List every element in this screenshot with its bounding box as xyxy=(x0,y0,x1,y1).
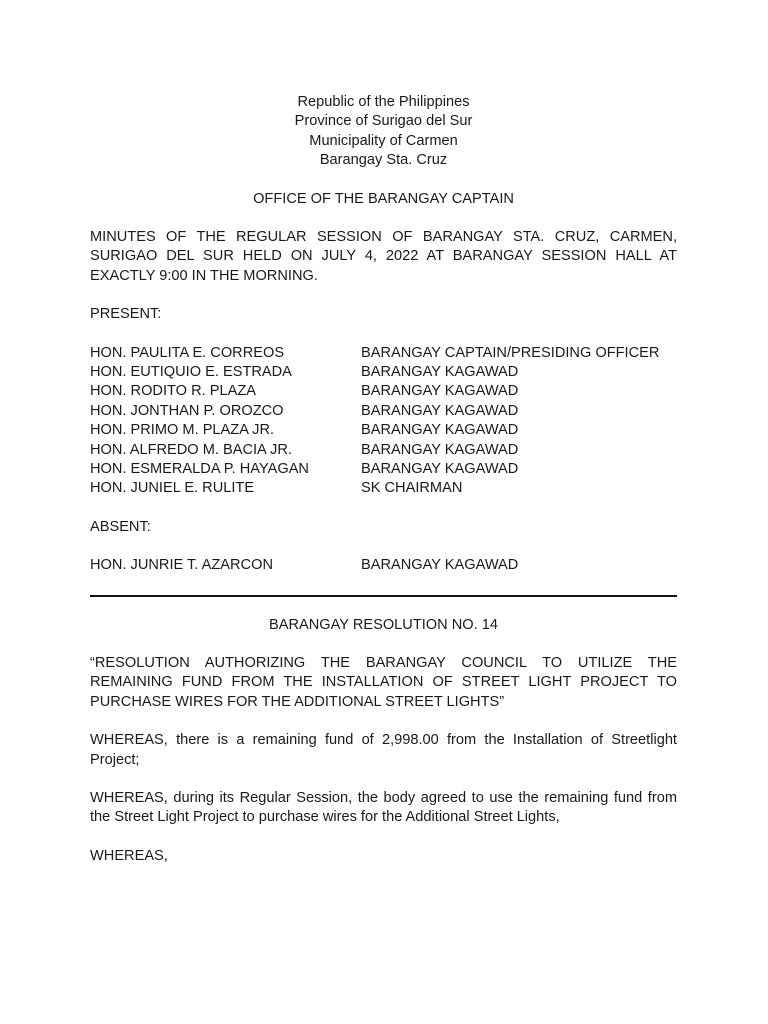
member-position: BARANGAY KAGAWAD xyxy=(361,557,519,574)
letterhead-line-barangay: Barangay Sta. Cruz xyxy=(319,152,448,169)
office-title: OFFICE OF THE BARANGAY CAPTAIN xyxy=(253,190,514,207)
roster-row xyxy=(90,556,677,575)
resolution-number: BARANGAY RESOLUTION NO. 14 xyxy=(269,616,498,633)
absent-roster xyxy=(90,556,677,575)
member-position: BARANGAY KAGAWAD xyxy=(361,441,519,458)
roster-row xyxy=(90,479,677,498)
present-label: PRESENT: xyxy=(90,306,162,323)
member-position: SK CHAIRMAN xyxy=(361,480,463,497)
member-name: HON. ALFREDO M. BACIA JR. xyxy=(90,441,292,458)
whereas-clause-1: WHEREAS, there is a remaining fund of 2,998.00 from the Installation of Streetlight Project; xyxy=(90,732,677,768)
roster-row xyxy=(90,363,677,382)
roster-row xyxy=(90,460,677,479)
member-position: BARANGAY KAGAWAD xyxy=(361,383,519,400)
member-name: HON. PRIMO M. PLAZA JR. xyxy=(90,422,275,439)
member-name: HON. EUTIQUIO E. ESTRADA xyxy=(90,364,292,381)
letterhead-line-municipality: Municipality of Carmen xyxy=(309,132,458,149)
absent-label: ABSENT: xyxy=(90,518,151,535)
minutes-intro-paragraph: MINUTES OF THE REGULAR SESSION OF BARANGAY STA. CRUZ, CARMEN, SURIGAO DEL SUR HELD ON JULY 4, 2022 AT BARANGAY SESSION HALL AT EXACTLY 9:00 IN THE MORNING. xyxy=(90,229,677,284)
letterhead-line-country: Republic of the Philippines xyxy=(297,94,470,110)
section-divider xyxy=(90,595,677,597)
whereas-clause-2: WHEREAS, during its Regular Session, the body agreed to use the remaining fund from the Street Light Project to purchase wires for the Additional Street Lights, xyxy=(90,790,677,826)
member-name: HON. JONTHAN P. OROZCO xyxy=(90,402,284,419)
resolution-title: “RESOLUTION AUTHORIZING THE BARANGAY COUNCIL TO UTILIZE THE REMAINING FUND FROM THE INSTALLATION OF STREET LIGHT PROJECT TO PURCHASE WIRES FOR THE ADDITIONAL STREET LIGHTS” xyxy=(90,654,677,710)
document-page xyxy=(90,93,677,866)
present-roster xyxy=(90,344,677,499)
member-position: BARANGAY KAGAWAD xyxy=(361,364,519,381)
roster-row xyxy=(90,421,677,440)
member-position: BARANGAY KAGAWAD xyxy=(361,461,519,477)
member-position: BARANGAY KAGAWAD xyxy=(361,402,519,419)
roster-row xyxy=(90,382,677,401)
roster-row xyxy=(90,441,677,460)
member-name: HON. PAULITA E. CORREOS xyxy=(90,344,285,361)
roster-row xyxy=(90,402,677,421)
letterhead-line-province: Province of Surigao del Sur xyxy=(294,113,473,130)
member-position: BARANGAY CAPTAIN/PRESIDING OFFICER xyxy=(361,344,660,361)
member-position: BARANGAY KAGAWAD xyxy=(361,422,519,439)
letterhead xyxy=(90,93,677,171)
member-name: HON. ESMERALDA P. HAYAGAN xyxy=(90,461,309,477)
member-name: HON. RODITO R. PLAZA xyxy=(90,383,256,400)
member-name: HON. JUNIEL E. RULITE xyxy=(90,480,255,497)
roster-row xyxy=(90,344,677,363)
member-name: HON. JUNRIE T. AZARCON xyxy=(90,557,273,574)
whereas-clause-3: WHEREAS, xyxy=(90,847,168,864)
